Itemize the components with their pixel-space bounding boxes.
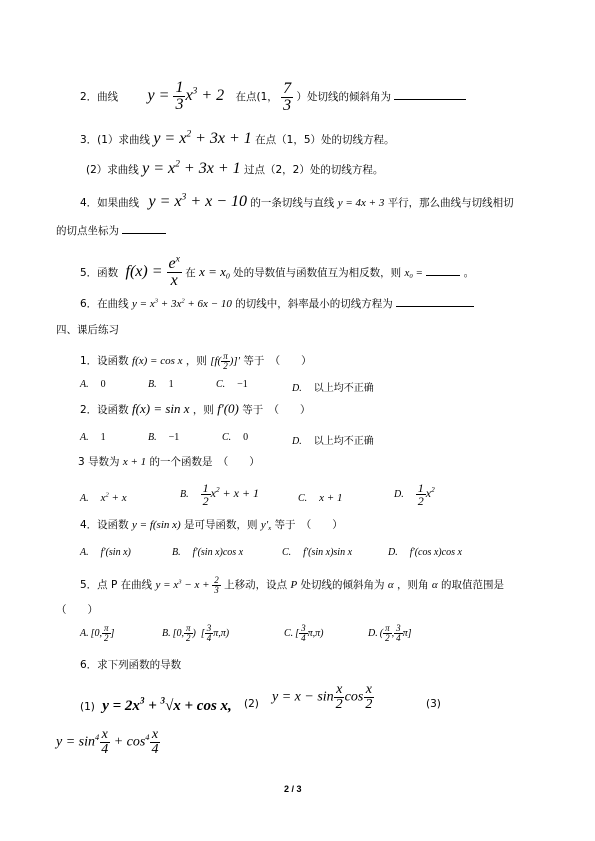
e1-text1: 1．设函数	[80, 355, 129, 368]
e5-option-c[interactable]: C. [ $\frac{3}{4}$ π,π)	[284, 623, 324, 643]
e6-p2-label: (2)	[244, 698, 259, 710]
q4-line2	[56, 223, 166, 238]
e6-part1	[80, 695, 232, 715]
e3-option-a[interactable]: A. $x^2 + x$	[80, 491, 127, 504]
q2-frac-7-3: $\frac{7}{3}$	[283, 79, 292, 114]
q2-answer-blank[interactable]	[394, 99, 466, 100]
e5-mid2: 处切线的倾斜角为	[300, 579, 385, 592]
e3-text1: 3 导数为	[78, 456, 120, 468]
q3-line2	[86, 160, 383, 178]
q6-line	[80, 296, 474, 311]
q5-point: $x = x_0$	[199, 264, 230, 281]
q4-line1	[80, 193, 514, 211]
e2-mid: ，则	[192, 404, 214, 416]
e5-curve: $y = x^3 - x$ + $\frac{2}{3}$	[155, 575, 219, 595]
q2-tail: ）处切线的倾斜角为	[296, 91, 391, 104]
e2-tail: 等于 （ ）	[242, 404, 311, 416]
e2-function: f(x) = sin x	[132, 401, 190, 416]
e3-line	[78, 454, 260, 469]
q4-line2-text: 的切点坐标为	[56, 225, 119, 237]
e6-p3-label: (3)	[426, 698, 441, 710]
e6-title: 6．求下列函数的导数	[80, 659, 182, 671]
q2-formula: y = $\frac{1}{3}$ $x^3 + 2$	[147, 79, 225, 113]
q6-curve: $y = x^3 + 3x^2 + 6x - 10$	[132, 297, 232, 310]
e5-point: P	[290, 579, 298, 592]
q3-part2-tail: 过点（2，2）处的切线方程。	[243, 164, 384, 176]
e5-option-b[interactable]: B. [0, $\frac{\pi}{2}$ ) [ $\frac{3}{4}$ π,π)	[162, 623, 230, 643]
e1-mid: ，则	[185, 355, 207, 368]
e3-tail: 的一个函数是 （ ）	[149, 456, 260, 468]
e6-p1-formula: $y = 2x^3 + ^3√x + \cos x$,	[102, 695, 232, 714]
e1-option-b[interactable]: B. 1	[148, 379, 174, 390]
q5-end: 。	[463, 267, 475, 280]
e3-option-c[interactable]: C. x + 1	[298, 492, 343, 504]
e4-option-d[interactable]: D. f′(cos x)cos x	[388, 547, 462, 558]
q6-tail: 的切线中，斜率最小的切线方程为	[235, 298, 393, 310]
e4-text1: 4．设函数	[80, 519, 129, 531]
e4-option-c[interactable]: C. f′(sin x)sin x	[282, 547, 353, 558]
e5-mid: 上移动，设点	[224, 579, 288, 592]
e5-alpha: α	[387, 579, 394, 592]
e2-option-d[interactable]: D. 以上均不正确	[292, 436, 374, 447]
e4-tail: 等于 （ ）	[274, 519, 343, 531]
q4-text1: 4．如果曲线	[80, 197, 140, 209]
e6-p2-formula: y = x − sin $\frac{x}{2}$ cos $\frac{x}{2}$	[272, 682, 373, 712]
q3-formula1: $y = x^2 + 3x + 1$	[153, 128, 252, 147]
page-number: 2 / 3	[284, 784, 302, 794]
e4-function: y = f(sin x)	[132, 519, 181, 531]
e5-paren: （ ）	[56, 604, 98, 616]
q4-line-eq: y = 4x + 3	[337, 197, 385, 209]
e5-text1: 5．点 P 在曲线	[80, 579, 153, 592]
q5-mid: 在	[185, 267, 196, 280]
e1-option-c[interactable]: C. −1	[216, 379, 248, 390]
q4-mid: 的一条切线与直线	[250, 197, 335, 209]
e4-expression: $y'_x$	[260, 519, 272, 532]
e2-expression: f′(0)	[217, 401, 239, 416]
q5-function: f(x) = $\frac{e^x}{x}$	[125, 253, 180, 289]
q5-x0: $x_0$ =	[404, 267, 423, 281]
e5-option-a[interactable]: A. [0, $\frac{\pi}{2}$ ]	[80, 623, 115, 643]
q3-part1: 3．(1）求曲线	[80, 134, 150, 146]
e2-option-c[interactable]: C. 0	[222, 432, 249, 443]
e5-tail: ，则角	[396, 579, 429, 592]
q5-tail: 处的导数值与函数值互为相反数，则	[233, 267, 402, 280]
q3-part1-tail: 在点（1，5）处的切线方程。	[255, 134, 395, 146]
e1-option-d[interactable]: D. 以上均不正确	[292, 383, 374, 394]
e2-option-b[interactable]: B. −1	[148, 432, 180, 443]
e4-option-a[interactable]: A. f′(sin x)	[80, 547, 131, 558]
q2-number: 2．曲线	[80, 91, 119, 104]
e4-mid: 是可导函数，则	[184, 519, 258, 531]
q3-part2: (2）求曲线	[86, 164, 139, 176]
e3-option-b[interactable]: B. $\frac{1}{2}$ $x^2 + x + 1$	[180, 481, 260, 508]
section-title: 四、课后练习	[56, 324, 119, 336]
q4-answer-blank[interactable]	[122, 233, 166, 234]
q5-answer-blank[interactable]	[426, 275, 460, 276]
e5-line	[80, 576, 504, 595]
q5-text1: 5．函数	[80, 267, 119, 280]
e1-line	[80, 352, 312, 371]
e4-option-b[interactable]: B. f′(sin x)cos x	[172, 547, 244, 558]
e1-function: f(x) = cos x	[132, 355, 183, 368]
e6-p1-label: (1)	[80, 701, 95, 713]
e1-option-a[interactable]: A. 0	[80, 379, 106, 390]
q4-tail: 平行，那么曲线与切线相切	[387, 197, 514, 209]
e5-tail2: 的取值范围是	[440, 579, 504, 592]
e5-option-d[interactable]: D. ( $\frac{\pi}{2}$ , $\frac{3}{4}$ π]	[368, 623, 412, 643]
q2-line	[80, 80, 466, 114]
e1-tail: 等于 （ ）	[243, 355, 312, 368]
e1-expression: [f( $\frac{\pi}{2}$ )]′	[210, 351, 241, 371]
e3-option-d[interactable]: D. $\frac{1}{2}$ $x^2$	[394, 481, 435, 508]
e2-text1: 2．设函数	[80, 404, 129, 416]
q6-answer-blank[interactable]	[396, 306, 474, 307]
e6-p3-formula: $y = \sin^4$ $\frac{x}{4}$ + $\cos^4$ $\frac{x}{4}$	[56, 727, 159, 757]
q6-text1: 6．在曲线	[80, 298, 129, 310]
q5-line	[80, 253, 475, 289]
e2-line	[80, 401, 310, 417]
e5-alpha2: α	[431, 579, 438, 592]
q4-curve: $y = x^3 + x - 10$	[148, 191, 248, 210]
q2-mid: 在点(1，	[235, 91, 278, 104]
e3-derivative: x + 1	[122, 456, 147, 468]
e2-option-a[interactable]: A. 1	[80, 432, 106, 443]
q3-line1	[80, 130, 395, 148]
e4-line	[80, 517, 343, 532]
q3-formula2: $y = x^2 + 3x + 1$	[142, 158, 241, 177]
